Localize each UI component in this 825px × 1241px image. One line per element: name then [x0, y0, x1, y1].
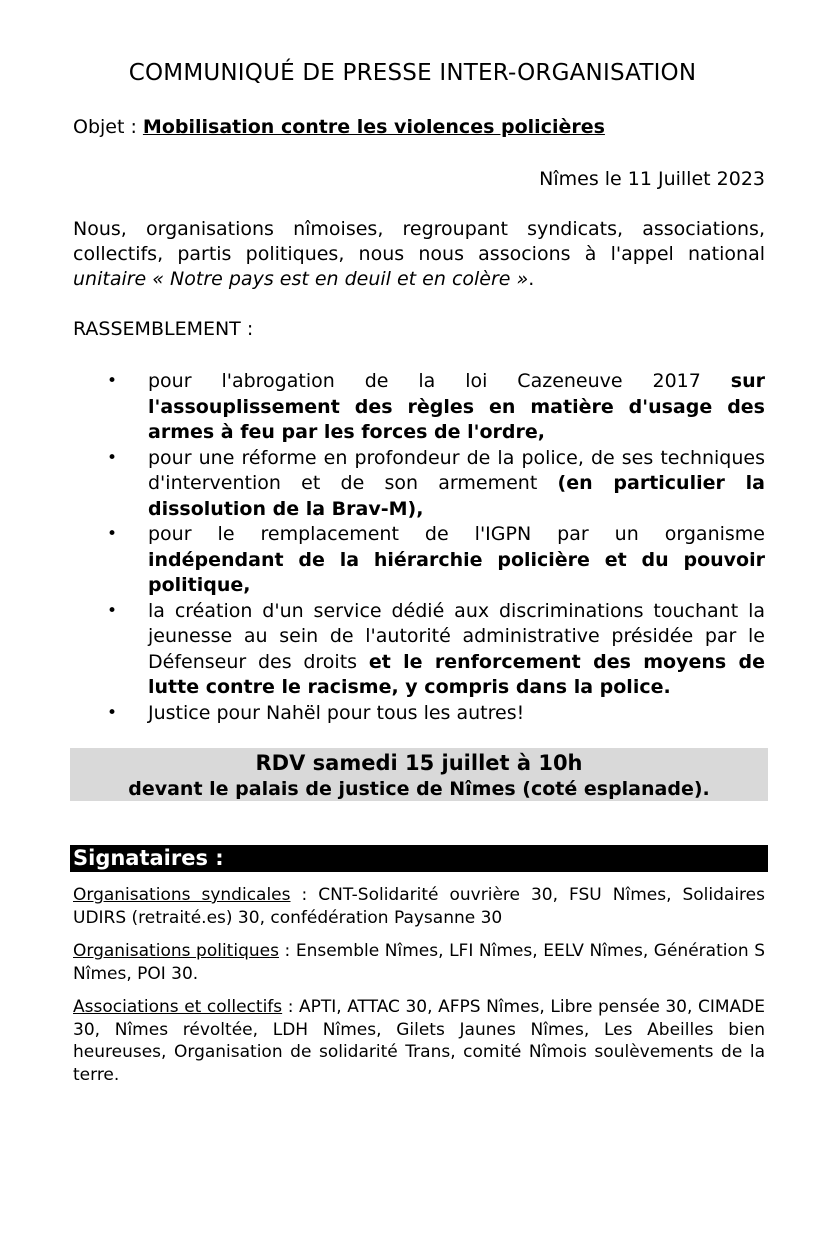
signatories-category: Organisations syndicales	[73, 885, 291, 905]
signatories-category: Associations et collectifs	[73, 997, 283, 1017]
list-item-text: pour l'abrogation de la loi Cazeneuve 2017	[148, 370, 731, 392]
intro-paragraph	[73, 217, 765, 292]
list-item	[107, 599, 765, 701]
list-item-emphasis: et le renforcement des moyens de lutte contre le racisme, y compris dans la police.	[148, 650, 765, 698]
rendezvous-box	[70, 748, 768, 801]
intro-end: .	[528, 268, 535, 290]
list-item	[107, 701, 765, 727]
list-item-emphasis: sur l'assouplissement des règles en matière d'usage des armes à feu par les forces de l'ordre,	[148, 370, 765, 443]
list-item-emphasis: indépendant de la hiérarchie policière et du pouvoir politique,	[148, 548, 765, 596]
rendezvous-date: RDV samedi 15 juillet à 10h	[255, 751, 583, 775]
list-item-text: pour une réforme en profondeur de la police, de ses techniques d'intervention et de son armement	[148, 446, 765, 494]
subject-text: Mobilisation contre les violences policières	[142, 116, 605, 138]
list-item	[107, 369, 765, 446]
subject-label: Objet :	[73, 116, 137, 138]
subject-line	[73, 116, 605, 138]
signatories-associations	[73, 996, 765, 1086]
signatories-category: Organisations politiques	[73, 941, 279, 961]
list-item-text: Justice pour Nahël pour tous les autres!	[148, 701, 525, 724]
list-item-text: la création d'un service dédié aux discriminations touchant la jeunesse au sein de l'autorité administrative présidée par le Défenseur des droits	[148, 599, 765, 673]
date-line: Nîmes le 11 Juillet 2023	[539, 168, 765, 190]
intro-text: Nous, organisations nîmoises, regroupant syndicats, associations, collectifs, partis politiques, nous nous associons à l'appel national	[73, 218, 765, 265]
signatories-list: : Ensemble Nîmes, LFI Nîmes, EELV Nîmes, Génération S Nîmes, POI 30.	[73, 941, 765, 984]
document-title: COMMUNIQUÉ DE PRESSE INTER-ORGANISATION	[128, 60, 697, 86]
demands-list	[107, 369, 765, 726]
rassemblement-heading: RASSEMBLEMENT :	[73, 318, 254, 340]
signatories-unions	[73, 884, 765, 929]
signatories-parties	[73, 940, 765, 985]
rendezvous-location: devant le palais de justice de Nîmes (coté esplanade).	[128, 778, 710, 800]
signatories-list: : CNT-Solidarité ouvrière 30, FSU Nîmes, Solidaires UDIRS (retraité.es) 30, confédération Paysanne 30	[73, 885, 765, 928]
list-item	[107, 522, 765, 599]
list-item-emphasis: (en particulier la dissolution de la Brav-M),	[148, 472, 765, 520]
list-item	[107, 446, 765, 523]
signatories-heading: Signataires :	[70, 845, 768, 872]
signatories-list: : APTI, ATTAC 30, AFPS Nîmes, Libre pensée 30, CIMADE 30, Nîmes révoltée, LDH Nîmes, Gilets Jaunes Nîmes, Les Abeilles bien heureuses, Organisation de solidarité Trans, comité Nîmois soulèvements de la terre.	[73, 997, 765, 1085]
list-item-text: pour le remplacement de l'IGPN par un organisme	[148, 523, 765, 545]
intro-quote: unitaire « Notre pays est en deuil et en colère »	[73, 268, 529, 290]
